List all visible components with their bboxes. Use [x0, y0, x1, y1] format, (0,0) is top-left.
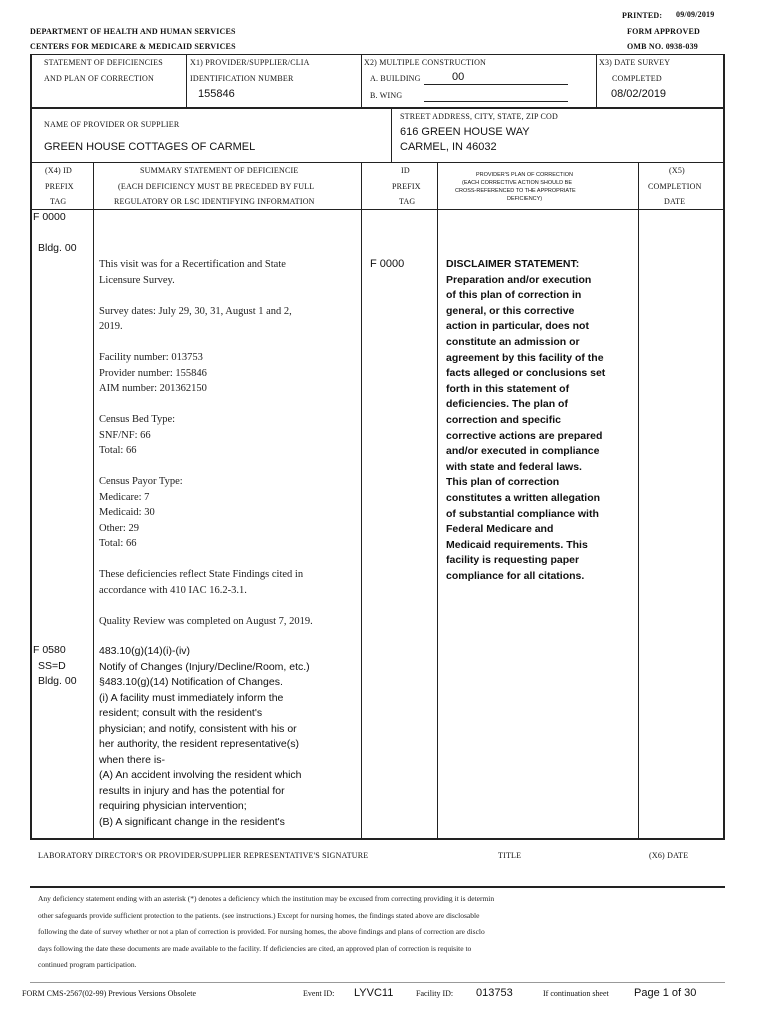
- continuation-label: If continuation sheet: [543, 989, 609, 998]
- date-label: (X6) DATE: [649, 851, 689, 860]
- summary-header1: SUMMARY STATEMENT OF DEFICIENCIE: [140, 166, 299, 175]
- line: [99, 288, 313, 304]
- plan-header2: (EACH CORRECTIVE ACTION SHOULD BE: [462, 180, 573, 186]
- disclaimer-line: with state and federal laws.: [446, 460, 582, 473]
- divider: [424, 84, 568, 85]
- footnote-line: other safeguards provide sufficient protection to the patients. (see instructions.) Except for nursing homes, the findings stated above are disclosable: [38, 910, 480, 920]
- facility-number: Facility number: 013753: [99, 352, 203, 363]
- census-payor-total: Total: 66: [99, 538, 137, 549]
- census-bed-total: Total: 66: [99, 445, 137, 456]
- disclaimer-line: forth in this statement of: [446, 382, 570, 395]
- reg-line: Notify of Changes (Injury/Decline/Room, etc.): [99, 660, 310, 673]
- disclaimer-line: agreement by this facility of the: [446, 351, 604, 364]
- tag-f0000: F 0000: [33, 211, 66, 223]
- header-divider: [30, 107, 725, 109]
- line: [99, 335, 313, 351]
- disclaimer-line: DISCLAIMER STATEMENT:: [446, 258, 580, 270]
- disclaimer-line: general, or this corrective: [446, 304, 575, 317]
- disclaimer-line: constitutes a written allegation: [446, 491, 601, 504]
- x4-header1: (X4) ID: [45, 166, 72, 175]
- id-header2: PREFIX: [392, 182, 421, 191]
- id-header1: ID: [401, 166, 410, 175]
- divider: [186, 54, 187, 108]
- footnote-line: Any deficiency statement ending with an asterisk (*) denotes a deficiency which the institution may be excused from correcting providing it is determin: [38, 894, 495, 903]
- disclaimer-statement: [446, 257, 605, 584]
- column-header-divider: [30, 209, 725, 210]
- divider: [437, 162, 438, 839]
- reg-line: when there is-: [99, 753, 165, 766]
- reg-line: 483.10(g)(14)(i)-(iv): [99, 645, 191, 657]
- line: [99, 552, 313, 568]
- footnote-line: continued program participation.: [38, 960, 137, 969]
- x1-label: X1) PROVIDER/SUPPLIER/CLIA: [190, 58, 310, 67]
- x2-label: X2) MULTIPLE CONSTRUCTION: [364, 58, 487, 67]
- footnote-line: days following the date these documents are made available to the facility. If deficiencies are cited, an approved plan of correction is requisite to: [38, 943, 472, 953]
- plan-header1: PROVIDER'S PLAN OF CORRECTION: [476, 172, 574, 178]
- divider: [638, 162, 639, 839]
- survey-line1: Survey dates: July 29, 30, 31, August 1 and 2,: [99, 305, 292, 317]
- plan-header3: CROSS-REFERENCED TO THE APPROPRIATE: [455, 188, 576, 194]
- disclaimer-line: This plan of correction: [446, 476, 560, 489]
- x5-header2: COMPLETION: [648, 182, 702, 191]
- disclaimer-line: corrective actions are prepared: [446, 429, 603, 442]
- disclaimer-line: of this plan of correction in: [446, 289, 582, 302]
- title-label: TITLE: [498, 851, 522, 860]
- page-number: Page 1 of 30: [634, 987, 697, 999]
- disclaimer-line: and/or executed in compliance: [446, 445, 600, 458]
- provider-number: Provider number: 155846: [99, 367, 207, 379]
- statement-label: STATEMENT OF DEFICIENCIES: [44, 58, 163, 67]
- event-id-value: LYVC11: [354, 987, 394, 999]
- disclaimer-line: compliance for all citations.: [446, 569, 585, 582]
- wing-label: B. WING: [370, 91, 403, 100]
- x1-label2: IDENTIFICATION NUMBER: [190, 74, 294, 83]
- census-payor-medicare: Medicare: 7: [99, 491, 150, 503]
- building-value: 00: [452, 71, 465, 83]
- x5-header1: (X5): [669, 166, 685, 175]
- divider: [596, 54, 597, 108]
- divider: [361, 54, 362, 108]
- event-id-label: Event ID:: [303, 989, 335, 998]
- x4-header2: PREFIX: [45, 182, 74, 191]
- plan-label: AND PLAN OF CORRECTION: [44, 74, 154, 83]
- printed-date: 09/09/2019: [676, 10, 715, 19]
- summary-body: [99, 257, 313, 629]
- disclaimer-line: Medicaid requirements. This: [446, 538, 588, 551]
- department-name: DEPARTMENT OF HEALTH AND HUMAN SERVICES: [30, 27, 236, 36]
- bldg-label-2: Bldg. 00: [38, 675, 77, 687]
- table-bottom: [30, 838, 725, 840]
- disclaimer-line: correction and specific: [446, 413, 561, 426]
- summary-header2: (EACH DEFICIENCY MUST BE PRECEDED BY FULL: [118, 182, 315, 191]
- address-line2: CARMEL, IN 46032: [400, 141, 497, 153]
- disclaimer-line: facts alleged or conclusions set: [446, 367, 606, 380]
- census-payor-other: Other: 29: [99, 522, 139, 534]
- x3-label2: COMPLETED: [612, 74, 662, 83]
- right-border: [723, 54, 725, 839]
- survey-line2: 2019.: [99, 321, 123, 332]
- id-header3: TAG: [399, 197, 416, 206]
- disclaimer-line: action in particular, does not: [446, 320, 589, 333]
- signature-label: LABORATORY DIRECTOR'S OR PROVIDER/SUPPLIER REPRESENTATIVE'S SIGNATURE: [38, 851, 369, 860]
- x4-header3: TAG: [50, 197, 67, 206]
- reg-line: resident; consult with the resident's: [99, 707, 263, 719]
- visit-line1: This visit was for a Recertification and State: [99, 259, 286, 270]
- printed-label: PRINTED:: [622, 11, 663, 20]
- summary-header3: REGULATORY OR LSC IDENTIFYING INFORMATION: [114, 197, 315, 206]
- facility-id-value: 013753: [476, 987, 513, 999]
- visit-line2: Licensure Survey.: [99, 274, 175, 286]
- address-line1: 616 GREEN HOUSE WAY: [400, 126, 530, 138]
- census-bed-snf: SNF/NF: 66: [99, 429, 151, 441]
- line: [99, 397, 313, 413]
- divider: [361, 162, 362, 839]
- reg-line: requiring physician intervention;: [99, 800, 247, 812]
- omb-number: OMB NO. 0938-039: [627, 42, 698, 51]
- form-approved: FORM APPROVED: [627, 27, 701, 36]
- census-payor-medicaid: Medicaid: 30: [99, 507, 155, 518]
- x3-label: X3) DATE SURVEY: [599, 58, 671, 67]
- divider: [424, 101, 568, 102]
- footnote-divider: [30, 886, 725, 888]
- disclaimer-line: Federal Medicare and: [446, 523, 554, 536]
- disclaimer-line: deficiencies. The plan of: [446, 398, 568, 411]
- reg-line: physician; and notify, consistent with his or: [99, 722, 297, 735]
- facility-id-label: Facility ID:: [416, 989, 454, 998]
- findings-line1: These deficiencies reflect State Findings cited in: [99, 569, 304, 580]
- divider: [30, 982, 725, 983]
- line: [99, 459, 313, 475]
- left-border: [30, 54, 32, 839]
- census-payor-title: Census Payor Type:: [99, 476, 183, 487]
- scope-severity: SS=D: [38, 660, 66, 672]
- divider: [391, 108, 392, 163]
- reg-line: (i) A facility must immediately inform the: [99, 691, 284, 704]
- findings-line2: accordance with 410 IAC 16.2-3.1.: [99, 584, 247, 596]
- census-bed-title: Census Bed Type:: [99, 414, 176, 425]
- tag-f0580: F 0580: [33, 644, 66, 656]
- survey-date-value: 08/02/2019: [611, 88, 667, 100]
- provider-name-value: GREEN HOUSE COTTAGES OF CARMEL: [44, 141, 256, 153]
- divider: [93, 162, 94, 839]
- footnote: [38, 891, 494, 974]
- disclaimer-line: facility is requesting paper: [446, 554, 580, 567]
- centers-name: CENTERS FOR MEDICARE & MEDICAID SERVICES: [30, 42, 236, 51]
- plan-tag-f0000: F 0000: [370, 258, 405, 270]
- line: [99, 598, 313, 614]
- top-border: [30, 54, 725, 55]
- disclaimer-line: Preparation and/or execution: [446, 273, 592, 286]
- reg-line: her authority, the resident representative(s): [99, 738, 299, 750]
- regulation-text: [99, 644, 310, 830]
- reg-line: (A) An accident involving the resident which: [99, 769, 302, 781]
- address-label: STREET ADDRESS, CITY, STATE, ZIP COD: [400, 112, 558, 121]
- reg-line: (B) A significant change in the resident's: [99, 815, 285, 828]
- provider-name-label: NAME OF PROVIDER OR SUPPLIER: [44, 120, 180, 129]
- building-label: A. BUILDING: [370, 74, 421, 83]
- provider-divider: [30, 162, 725, 163]
- reg-line: results in injury and has the potential for: [99, 784, 285, 797]
- provider-number-value: 155846: [198, 88, 235, 100]
- reg-line: §483.10(g)(14) Notification of Changes.: [99, 676, 283, 688]
- disclaimer-line: of substantial compliance with: [446, 507, 599, 520]
- footnote-line: following the date of survey whether or not a plan of correction is provided. For nursing homes, the above findings and plans of correction are disclo: [38, 927, 485, 936]
- disclaimer-line: constitute an admission or: [446, 335, 580, 348]
- quality-review: Quality Review was completed on August 7, 2019.: [99, 615, 313, 627]
- bldg-label: Bldg. 00: [38, 242, 77, 254]
- plan-header4: DEFICIENCY): [507, 196, 543, 202]
- form-number: FORM CMS-2567(02-99) Previous Versions Obsolete: [22, 989, 197, 998]
- aim-number: AIM number: 201362150: [99, 383, 207, 394]
- x5-header3: DATE: [664, 197, 686, 206]
